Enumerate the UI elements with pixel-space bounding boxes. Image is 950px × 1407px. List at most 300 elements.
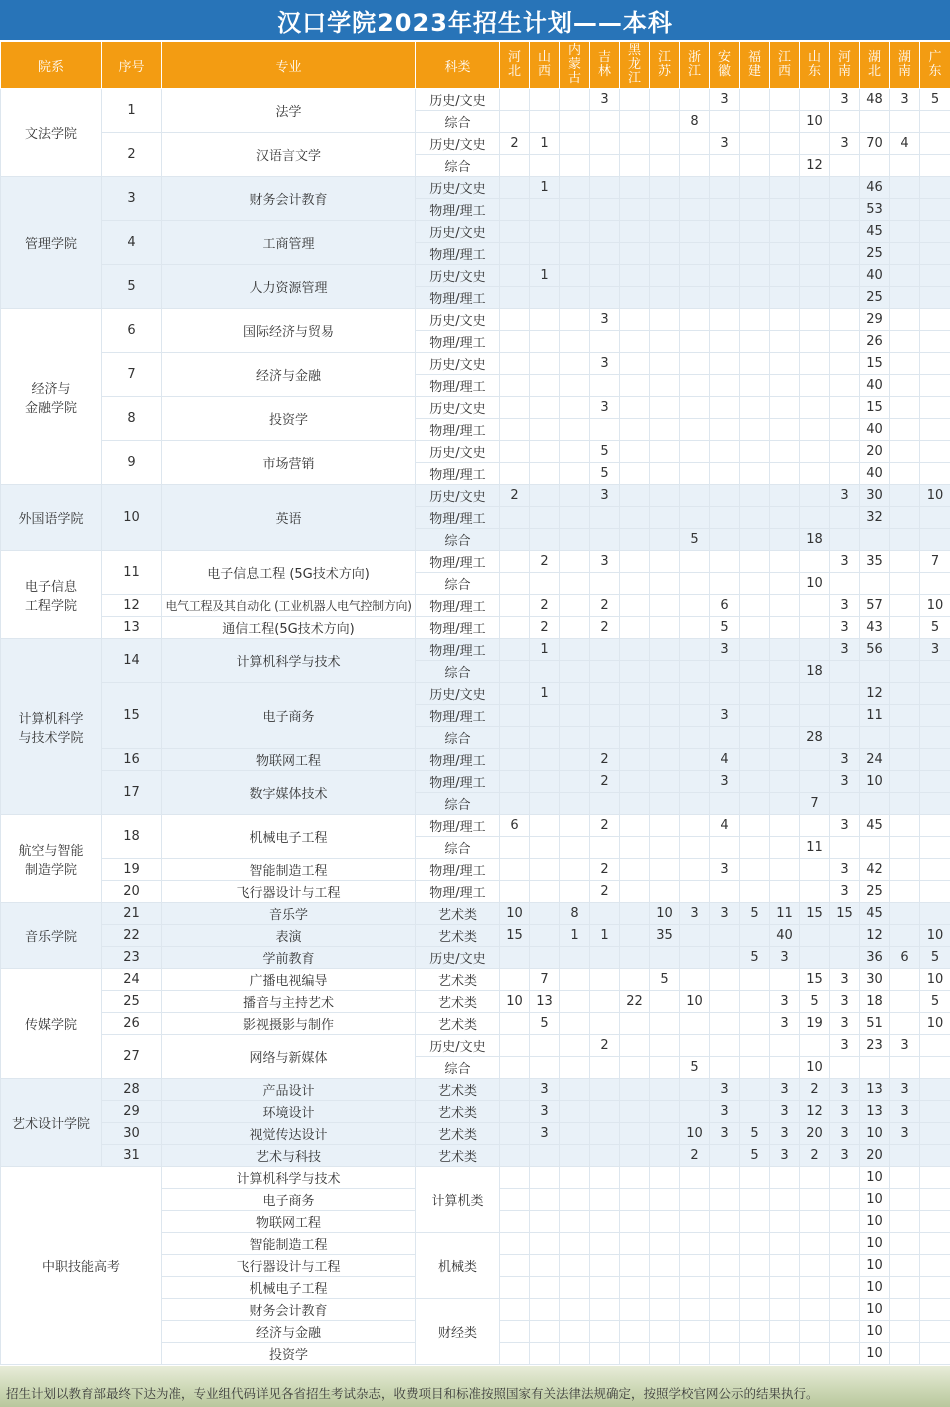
- quota-cell: 4: [710, 815, 740, 837]
- quota-cell: [890, 309, 920, 331]
- quota-cell: 3: [590, 309, 620, 331]
- table-row: [1, 947, 950, 969]
- quota-cell: [830, 947, 860, 969]
- quota-cell: [680, 243, 710, 265]
- quota-cell: [650, 1233, 680, 1255]
- quota-cell: [530, 463, 560, 485]
- quota-cell: [710, 1013, 740, 1035]
- quota-cell: [770, 749, 800, 771]
- quota-cell: 3: [830, 859, 860, 881]
- category-cell: 物理/理工: [416, 881, 500, 903]
- quota-cell: [590, 991, 620, 1013]
- quota-cell: 20: [860, 1145, 890, 1167]
- quota-cell: [890, 265, 920, 287]
- table-row: [1, 617, 950, 639]
- category-cell: 物理/理工: [416, 859, 500, 881]
- quota-cell: [800, 133, 830, 155]
- quota-cell: [560, 683, 590, 705]
- quota-cell: [740, 485, 770, 507]
- quota-cell: [590, 727, 620, 749]
- quota-cell: [710, 331, 740, 353]
- department-cell: 艺术设计学院: [1, 1079, 102, 1167]
- quota-cell: [500, 441, 530, 463]
- quota-cell: [500, 419, 530, 441]
- quota-cell: [800, 463, 830, 485]
- quota-cell: [560, 1255, 590, 1277]
- major-cell: 工商管理: [162, 221, 416, 265]
- table-row: [1, 89, 950, 111]
- quota-cell: 3: [890, 89, 920, 111]
- quota-cell: [500, 177, 530, 199]
- department-cell: 文法学院: [1, 89, 102, 177]
- quota-cell: [680, 375, 710, 397]
- quota-cell: 10: [860, 771, 890, 793]
- quota-cell: [500, 837, 530, 859]
- major-cell: 数字媒体技术: [162, 771, 416, 815]
- quota-cell: [530, 309, 560, 331]
- quota-cell: [740, 661, 770, 683]
- category-cell: 历史/文史: [416, 1035, 500, 1057]
- quota-cell: [650, 595, 680, 617]
- quota-cell: [650, 1167, 680, 1189]
- quota-cell: [500, 529, 530, 551]
- quota-cell: [860, 111, 890, 133]
- header-province: 广东: [920, 42, 950, 89]
- quota-cell: [680, 1255, 710, 1277]
- quota-cell: [740, 1343, 770, 1365]
- quota-cell: 3: [830, 1079, 860, 1101]
- quota-cell: [680, 155, 710, 177]
- quota-cell: [680, 463, 710, 485]
- quota-cell: [770, 1211, 800, 1233]
- category-cell: 历史/文史: [416, 309, 500, 331]
- quota-cell: [530, 441, 560, 463]
- quota-cell: [620, 815, 650, 837]
- quota-cell: 13: [860, 1101, 890, 1123]
- quota-cell: [530, 111, 560, 133]
- quota-cell: [770, 221, 800, 243]
- table-row: [1, 1035, 950, 1057]
- quota-cell: [560, 1321, 590, 1343]
- quota-cell: [650, 1189, 680, 1211]
- quota-cell: [710, 441, 740, 463]
- quota-cell: [770, 177, 800, 199]
- quota-cell: [560, 1233, 590, 1255]
- seq-cell: 23: [102, 947, 162, 969]
- quota-cell: [800, 617, 830, 639]
- quota-cell: [560, 1167, 590, 1189]
- quota-cell: [890, 683, 920, 705]
- quota-cell: [530, 1277, 560, 1299]
- quota-cell: [620, 551, 650, 573]
- quota-cell: [800, 881, 830, 903]
- seq-cell: 9: [102, 441, 162, 485]
- quota-cell: [890, 749, 920, 771]
- quota-cell: [680, 617, 710, 639]
- quota-cell: [620, 1035, 650, 1057]
- quota-cell: [800, 507, 830, 529]
- quota-cell: [710, 485, 740, 507]
- quota-cell: [740, 133, 770, 155]
- quota-cell: 3: [710, 705, 740, 727]
- quota-cell: [800, 265, 830, 287]
- category-cell: 艺术类: [416, 1123, 500, 1145]
- quota-cell: 8: [560, 903, 590, 925]
- major-cell: 环境设计: [162, 1101, 416, 1123]
- quota-cell: [620, 1123, 650, 1145]
- quota-cell: [740, 1035, 770, 1057]
- quota-cell: [590, 639, 620, 661]
- quota-cell: 42: [860, 859, 890, 881]
- quota-cell: [740, 1277, 770, 1299]
- quota-cell: [560, 353, 590, 375]
- quota-cell: [500, 705, 530, 727]
- quota-cell: 7: [920, 551, 950, 573]
- seq-cell: 3: [102, 177, 162, 221]
- quota-cell: [680, 1277, 710, 1299]
- quota-cell: [710, 529, 740, 551]
- quota-cell: 15: [800, 903, 830, 925]
- quota-cell: [710, 1299, 740, 1321]
- table-row: [1, 485, 950, 507]
- table-row: [1, 309, 950, 331]
- major-cell: 财务会计教育: [162, 177, 416, 221]
- quota-cell: [560, 397, 590, 419]
- quota-cell: 12: [800, 155, 830, 177]
- quota-cell: [740, 1013, 770, 1035]
- major-cell: 广播电视编导: [162, 969, 416, 991]
- category-cell: 计算机类: [416, 1167, 500, 1233]
- quota-cell: [770, 1321, 800, 1343]
- quota-cell: [530, 485, 560, 507]
- quota-cell: 13: [530, 991, 560, 1013]
- major-cell: 表演: [162, 925, 416, 947]
- quota-cell: [500, 969, 530, 991]
- quota-cell: 20: [860, 441, 890, 463]
- quota-cell: [800, 331, 830, 353]
- quota-cell: [530, 331, 560, 353]
- quota-cell: 2: [590, 749, 620, 771]
- quota-cell: [740, 89, 770, 111]
- quota-cell: [650, 243, 680, 265]
- category-cell: 综合: [416, 661, 500, 683]
- quota-cell: [590, 837, 620, 859]
- quota-cell: [590, 243, 620, 265]
- seq-cell: 30: [102, 1123, 162, 1145]
- quota-cell: [770, 375, 800, 397]
- department-cell: 经济与 金融学院: [1, 309, 102, 485]
- quota-cell: [800, 1343, 830, 1365]
- quota-cell: 10: [860, 1189, 890, 1211]
- quota-cell: [920, 1035, 950, 1057]
- quota-cell: [650, 353, 680, 375]
- quota-cell: 6: [710, 595, 740, 617]
- quota-cell: [500, 1057, 530, 1079]
- quota-cell: [680, 793, 710, 815]
- quota-cell: [530, 155, 560, 177]
- quota-cell: 11: [800, 837, 830, 859]
- seq-cell: 8: [102, 397, 162, 441]
- header-province: 湖北: [860, 42, 890, 89]
- quota-cell: 3: [530, 1079, 560, 1101]
- quota-cell: [770, 661, 800, 683]
- quota-cell: [890, 969, 920, 991]
- quota-cell: [560, 1079, 590, 1101]
- seq-cell: 5: [102, 265, 162, 309]
- quota-cell: [770, 507, 800, 529]
- quota-cell: [620, 1057, 650, 1079]
- quota-cell: [800, 1035, 830, 1057]
- quota-cell: [590, 1189, 620, 1211]
- quota-cell: [710, 947, 740, 969]
- quota-cell: 10: [500, 991, 530, 1013]
- quota-cell: 3: [830, 991, 860, 1013]
- quota-cell: [590, 903, 620, 925]
- quota-cell: 12: [860, 925, 890, 947]
- category-cell: 综合: [416, 793, 500, 815]
- table-row: [1, 1101, 950, 1123]
- quota-cell: 3: [830, 1123, 860, 1145]
- quota-cell: [560, 199, 590, 221]
- quota-cell: [770, 309, 800, 331]
- quota-cell: [740, 441, 770, 463]
- quota-cell: [710, 397, 740, 419]
- quota-cell: [890, 727, 920, 749]
- quota-cell: [560, 89, 590, 111]
- quota-cell: 26: [860, 331, 890, 353]
- quota-cell: [500, 309, 530, 331]
- quota-cell: 2: [530, 595, 560, 617]
- department-cell: 传媒学院: [1, 969, 102, 1079]
- quota-cell: [770, 529, 800, 551]
- quota-cell: [680, 221, 710, 243]
- category-cell: 物理/理工: [416, 243, 500, 265]
- quota-cell: [830, 1211, 860, 1233]
- quota-cell: 10: [800, 111, 830, 133]
- quota-cell: 40: [770, 925, 800, 947]
- quota-cell: [590, 111, 620, 133]
- quota-cell: 10: [680, 991, 710, 1013]
- department-group: [1, 1079, 950, 1167]
- quota-cell: [560, 1145, 590, 1167]
- quota-cell: [650, 375, 680, 397]
- quota-cell: 6: [500, 815, 530, 837]
- quota-cell: [740, 221, 770, 243]
- quota-cell: [770, 859, 800, 881]
- quota-cell: [530, 243, 560, 265]
- quota-cell: 3: [710, 1079, 740, 1101]
- quota-cell: [680, 485, 710, 507]
- quota-cell: [620, 419, 650, 441]
- quota-cell: [680, 441, 710, 463]
- quota-cell: [560, 859, 590, 881]
- table-row: [1, 749, 950, 771]
- quota-cell: [530, 661, 560, 683]
- quota-cell: [800, 1321, 830, 1343]
- quota-cell: 10: [860, 1167, 890, 1189]
- quota-cell: [650, 573, 680, 595]
- quota-cell: [890, 463, 920, 485]
- quota-cell: [680, 1167, 710, 1189]
- quota-cell: 3: [770, 1145, 800, 1167]
- quota-cell: [590, 1079, 620, 1101]
- quota-cell: [590, 1101, 620, 1123]
- category-cell: 物理/理工: [416, 199, 500, 221]
- quota-cell: [650, 705, 680, 727]
- quota-cell: [740, 1167, 770, 1189]
- quota-cell: [710, 177, 740, 199]
- quota-cell: [770, 397, 800, 419]
- quota-cell: [680, 771, 710, 793]
- quota-cell: [650, 881, 680, 903]
- page-title: 汉口学院2023年招生计划——本科: [277, 8, 673, 37]
- quota-cell: [740, 683, 770, 705]
- quota-cell: [650, 265, 680, 287]
- seq-cell: 2: [102, 133, 162, 177]
- quota-cell: [770, 111, 800, 133]
- quota-cell: 51: [860, 1013, 890, 1035]
- quota-cell: [740, 353, 770, 375]
- quota-cell: [890, 1189, 920, 1211]
- category-cell: 综合: [416, 727, 500, 749]
- quota-cell: [770, 1057, 800, 1079]
- quota-cell: [560, 1189, 590, 1211]
- seq-cell: 20: [102, 881, 162, 903]
- department-group: [1, 485, 950, 551]
- quota-cell: [620, 485, 650, 507]
- table-row: [1, 353, 950, 375]
- quota-cell: 3: [830, 1013, 860, 1035]
- quota-cell: [680, 1299, 710, 1321]
- quota-cell: 3: [830, 749, 860, 771]
- major-cell: 智能制造工程: [162, 859, 416, 881]
- quota-cell: [710, 1277, 740, 1299]
- quota-cell: [830, 353, 860, 375]
- category-cell: 物理/理工: [416, 507, 500, 529]
- quota-cell: [590, 265, 620, 287]
- quota-cell: [560, 727, 590, 749]
- category-cell: 综合: [416, 529, 500, 551]
- table-row: [1, 1013, 950, 1035]
- quota-cell: 12: [860, 683, 890, 705]
- quota-cell: 11: [860, 705, 890, 727]
- quota-cell: [650, 639, 680, 661]
- quota-cell: 2: [530, 551, 560, 573]
- quota-cell: [830, 837, 860, 859]
- quota-cell: [830, 925, 860, 947]
- header-province: 河南: [830, 42, 860, 89]
- seq-cell: 16: [102, 749, 162, 771]
- quota-cell: [650, 1013, 680, 1035]
- quota-cell: [560, 265, 590, 287]
- quota-cell: [500, 1211, 530, 1233]
- table-row: [1, 177, 950, 199]
- quota-cell: [920, 441, 950, 463]
- quota-cell: [800, 947, 830, 969]
- quota-cell: [920, 177, 950, 199]
- quota-cell: [830, 243, 860, 265]
- quota-cell: [920, 529, 950, 551]
- quota-cell: 56: [860, 639, 890, 661]
- quota-cell: 25: [860, 881, 890, 903]
- quota-cell: [590, 969, 620, 991]
- quota-cell: [830, 727, 860, 749]
- quota-cell: 2: [590, 1035, 620, 1057]
- footer-note: 招生计划以教育部最终下达为准，专业组代码详见各省招生考试杂志，收费项目和标准按照国家有关法律法规确定，按照学校官网公示的结果执行。: [6, 1386, 819, 1401]
- quota-cell: [560, 155, 590, 177]
- quota-cell: 10: [920, 925, 950, 947]
- quota-cell: 10: [800, 573, 830, 595]
- quota-cell: 2: [500, 485, 530, 507]
- quota-cell: [560, 639, 590, 661]
- quota-cell: [740, 265, 770, 287]
- quota-cell: 10: [920, 1013, 950, 1035]
- quota-cell: [920, 1211, 950, 1233]
- quota-cell: [710, 683, 740, 705]
- table-row: [1, 595, 950, 617]
- quota-cell: [860, 155, 890, 177]
- quota-cell: [500, 859, 530, 881]
- quota-cell: 1: [530, 639, 560, 661]
- department-group: [1, 815, 950, 903]
- quota-cell: [650, 199, 680, 221]
- quota-cell: [530, 1233, 560, 1255]
- quota-cell: [590, 529, 620, 551]
- quota-cell: 10: [860, 1343, 890, 1365]
- table-row: [1, 397, 950, 419]
- quota-cell: [890, 111, 920, 133]
- quota-cell: [800, 639, 830, 661]
- quota-cell: [680, 639, 710, 661]
- header-seq: 序号: [102, 42, 162, 89]
- quota-cell: [500, 1079, 530, 1101]
- quota-cell: [740, 727, 770, 749]
- quota-cell: [740, 397, 770, 419]
- quota-cell: [560, 617, 590, 639]
- quota-cell: [770, 617, 800, 639]
- quota-cell: [620, 1343, 650, 1365]
- quota-cell: 3: [530, 1101, 560, 1123]
- quota-cell: [920, 1189, 950, 1211]
- quota-cell: [680, 683, 710, 705]
- quota-cell: [620, 749, 650, 771]
- quota-cell: [530, 1321, 560, 1343]
- quota-cell: [560, 463, 590, 485]
- quota-cell: [800, 859, 830, 881]
- table-row: [1, 903, 950, 925]
- quota-cell: [620, 925, 650, 947]
- quota-cell: 10: [650, 903, 680, 925]
- table-row: [1, 969, 950, 991]
- category-cell: 物理/理工: [416, 639, 500, 661]
- quota-cell: 6: [890, 947, 920, 969]
- seq-cell: 17: [102, 771, 162, 815]
- seq-cell: 21: [102, 903, 162, 925]
- quota-cell: [590, 661, 620, 683]
- quota-cell: [710, 419, 740, 441]
- category-cell: 历史/文史: [416, 441, 500, 463]
- quota-cell: [800, 683, 830, 705]
- quota-cell: [740, 1255, 770, 1277]
- category-cell: 物理/理工: [416, 551, 500, 573]
- category-cell: 物理/理工: [416, 617, 500, 639]
- vocational-group: [1, 1167, 950, 1365]
- quota-cell: [740, 595, 770, 617]
- quota-cell: [590, 155, 620, 177]
- quota-cell: [560, 573, 590, 595]
- quota-cell: [890, 705, 920, 727]
- quota-cell: [740, 1101, 770, 1123]
